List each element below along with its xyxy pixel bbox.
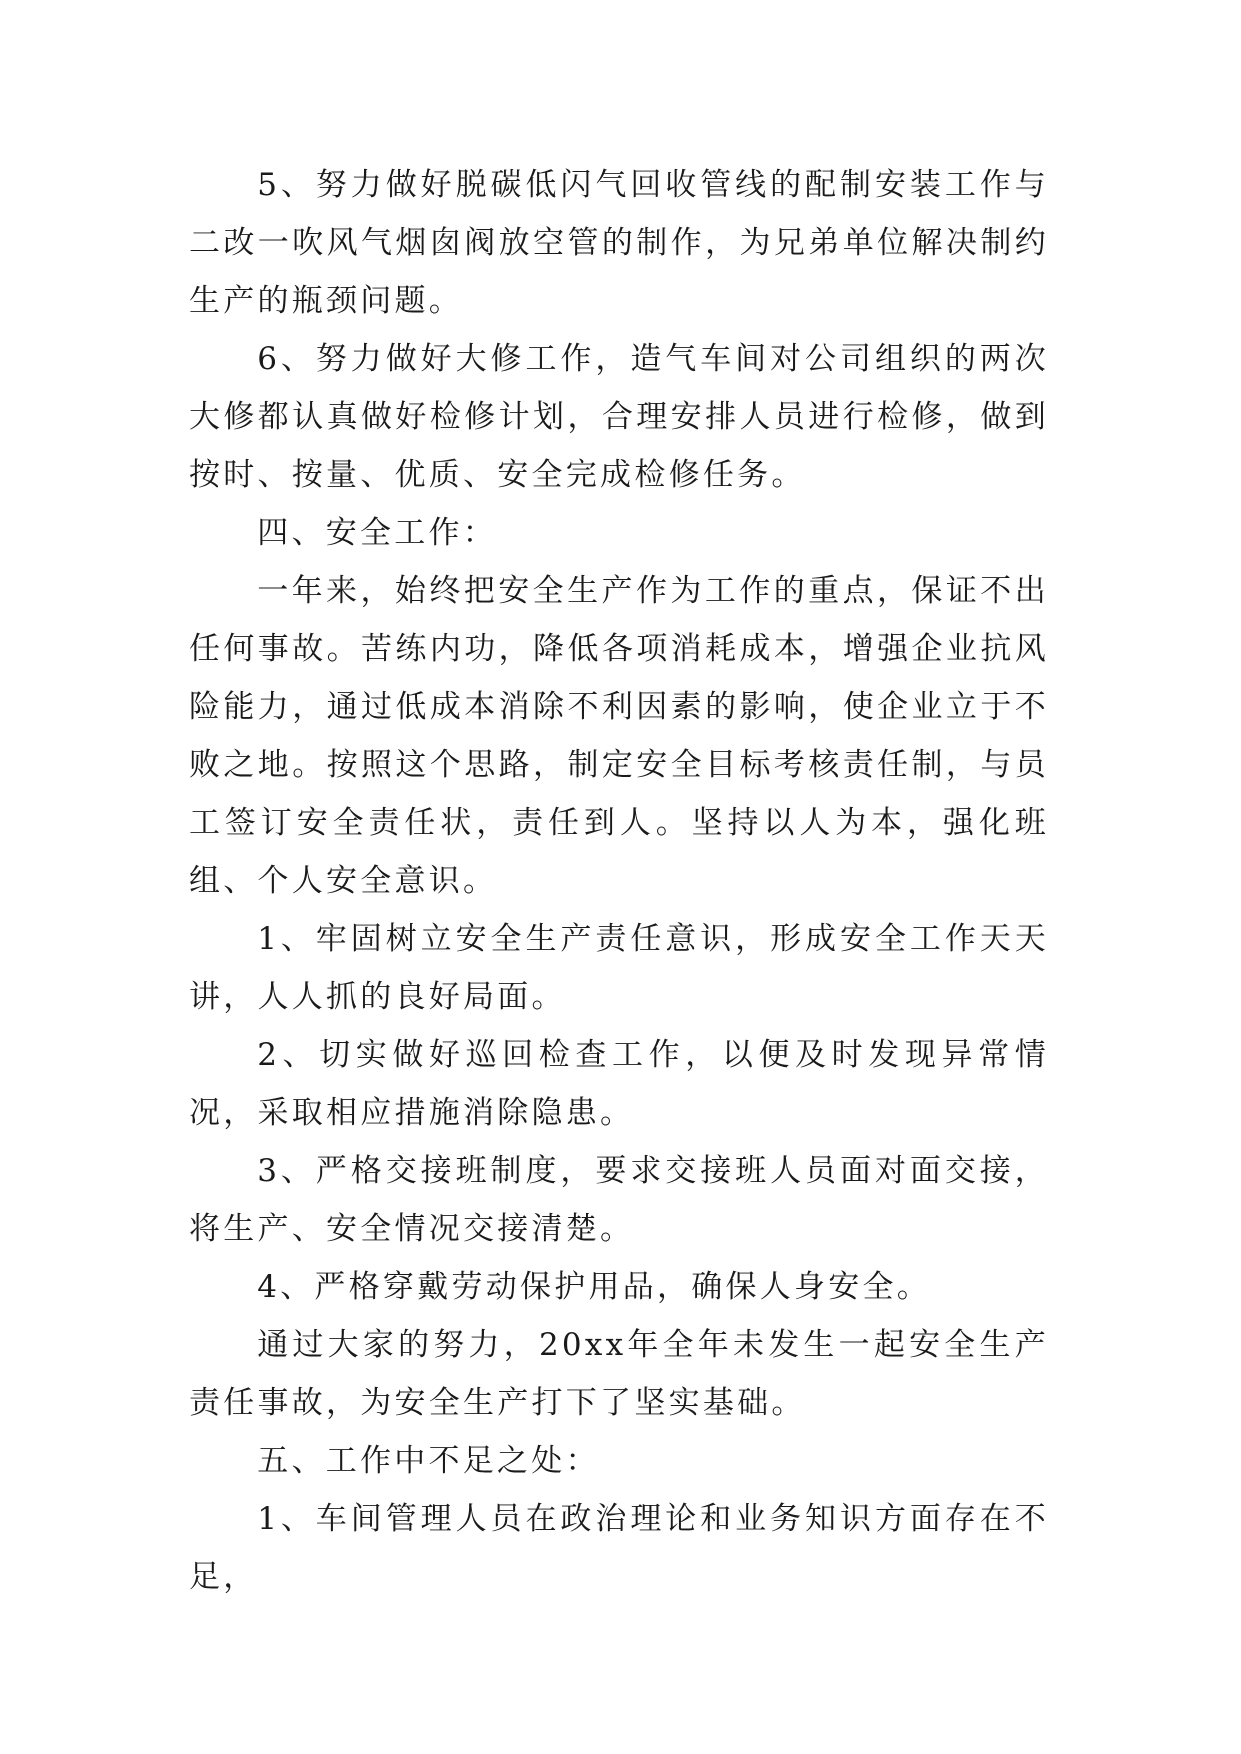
document-body <box>189 156 1049 1606</box>
paragraph-safety-summary: 一年来，始终把安全生产作为工作的重点，保证不出任何事故。苦练内功，降低各项消耗成本，增强企业抗风险能力，通过低成本消除不利因素的影响，使企业立于不败之地。按照这个思路，制定安全目标考核责任制，与员工签订安全责任状，责任到人。坚持以人为本，强化班组、个人安全意识。 <box>189 573 1049 899</box>
section-heading-safety: 四、安全工作： <box>257 515 497 551</box>
paragraph-item-5-pipeline: 5、努力做好脱碳低闪气回收管线的配制安装工作与二改一吹风气烟囱阀放空管的制作，为兄弟单位解决制约生产的瓶颈问题。 <box>189 167 1049 319</box>
paragraph-item-6-overhaul: 6、努力做好大修工作，造气车间对公司组织的两次大修都认真做好检修计划，合理安排人员进行检修，做到按时、按量、优质、安全完成检修任务。 <box>189 341 1049 493</box>
paragraph-safety-result: 通过大家的努力，20xx年全年未发生一起安全生产责任事故，为安全生产打下了坚实基础。 <box>189 1327 1049 1421</box>
paragraph-safety-item-3: 3、严格交接班制度，要求交接班人员面对面交接，将生产、安全情况交接清楚。 <box>189 1153 1049 1247</box>
paragraph-safety-item-1: 1、牢固树立安全生产责任意识，形成安全工作天天讲，人人抓的良好局面。 <box>189 921 1049 1015</box>
paragraph-shortcoming-item-1: 1、车间管理人员在政治理论和业务知识方面存在不足， <box>189 1501 1049 1595</box>
paragraph-safety-item-4: 4、严格穿戴劳动保护用品，确保人身安全。 <box>257 1269 932 1305</box>
section-heading-shortcomings: 五、工作中不足之处： <box>257 1443 600 1479</box>
paragraph-safety-item-2: 2、切实做好巡回检查工作，以便及时发现异常情况，采取相应措施消除隐患。 <box>189 1037 1049 1131</box>
